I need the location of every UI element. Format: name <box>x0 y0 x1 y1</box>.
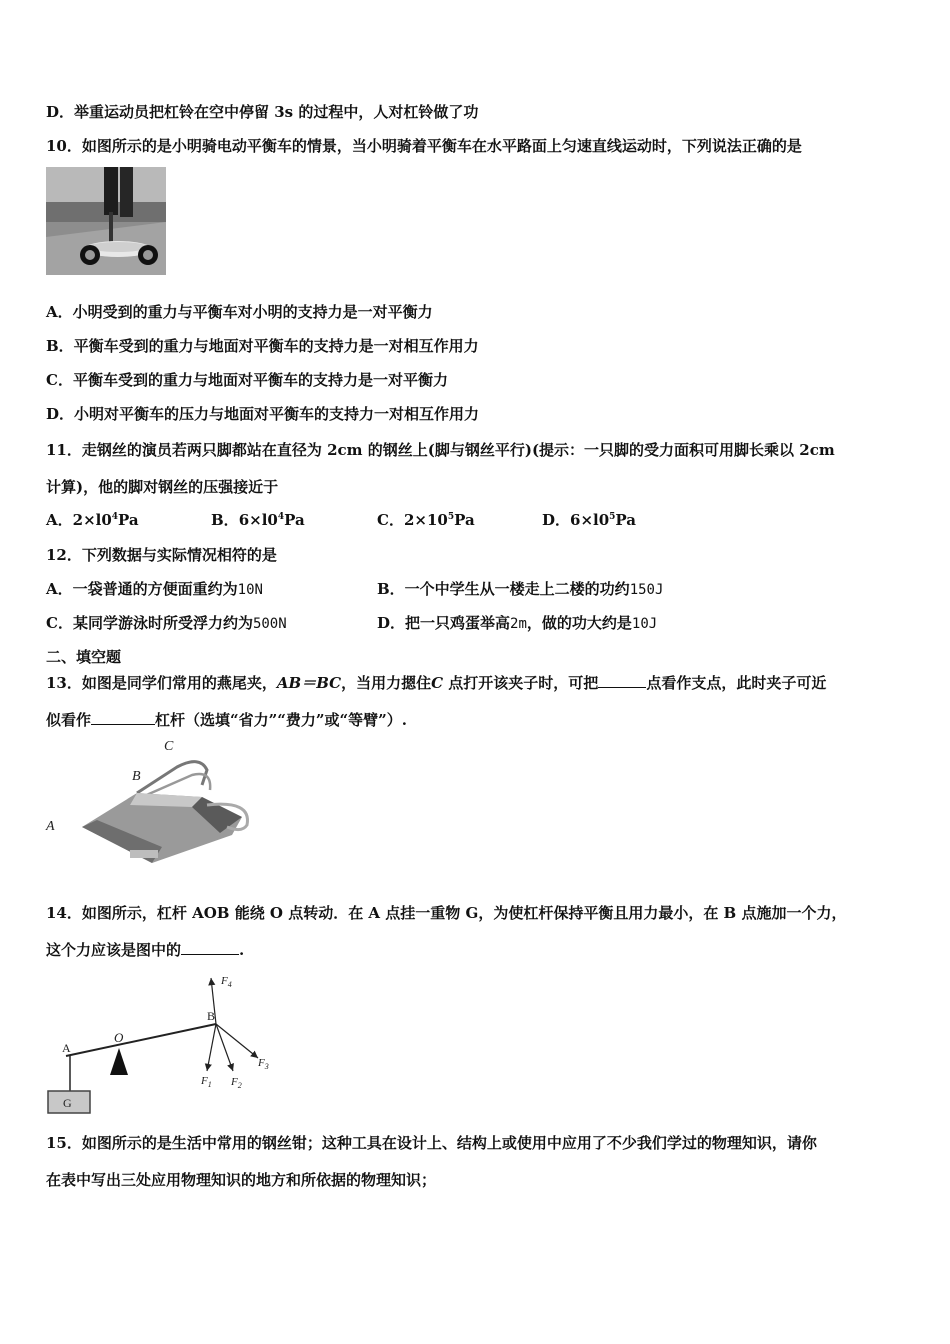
q13-line2: 似看作 杠杆（选填“省力”“费力”或“等臂”）. <box>46 711 408 729</box>
q10-option-a: A．小明受到的重力与平衡车对小明的支持力是一对平衡力 <box>46 303 433 321</box>
q9-option-d: D．举重运动员把杠铃在空中停留 3s 的过程中，人对杠铃做了功 <box>46 103 479 121</box>
force-f1 <box>207 1024 216 1071</box>
section-title: 二、填空题 <box>46 648 122 666</box>
q12-option-d: D．把一只鸡蛋举高2m，做的功大约是10J <box>377 614 658 632</box>
fulcrum <box>110 1048 128 1075</box>
q13-line1: 13．如图是同学们常用的燕尾夹，AB＝BC，当用力摁住C 点打开该夹子时，可把 点看作支点，此时夹子可近 <box>46 674 827 692</box>
q15-line2: 在表中写出三处应用物理知识的地方和所依据的物理知识； <box>46 1171 437 1189</box>
svg-text:G: G <box>63 1096 72 1110</box>
q14-blank[interactable] <box>181 940 239 955</box>
q10-option-d: D．小明对平衡车的压力与地面对平衡车的支持力一对相互作用力 <box>46 405 480 423</box>
q10-option-c: C．平衡车受到的重力与地面对平衡车的支持力是一对平衡力 <box>46 371 448 389</box>
label-f4: $F_4$ <box>221 975 232 989</box>
lever-bar <box>66 1024 216 1056</box>
clip-label-b: B <box>132 769 141 784</box>
q11-stem-line2: 计算)，他的脚对钢丝的压强接近于 <box>46 478 279 496</box>
q12-stem: 12．下列数据与实际情况相符的是 <box>46 546 277 564</box>
q10-stem: 10．如图所示的是小明骑电动平衡车的情景，当小明骑着平衡车在水平路面上匀速直线运动时，下列说法正确的是 <box>46 137 802 155</box>
svg-text:O: O <box>114 1030 124 1045</box>
binder-clip-figure <box>42 735 257 870</box>
lever-diagram <box>44 968 284 1118</box>
q13-blank-2[interactable] <box>91 710 155 725</box>
balance-scooter-photo <box>46 167 166 275</box>
q13-blank-1[interactable] <box>598 673 646 688</box>
svg-text:A: A <box>62 1041 71 1055</box>
q14-line1: 14．如图所示，杠杆 AOB 能绕 O 点转动．在 A 点挂一重物 G，为使杠杆保持平衡且用力最小，在 B 点施加一个力， <box>46 904 847 922</box>
label-f3: $F_3$ <box>258 1057 269 1071</box>
q11-option-a: A．$2\times l0^4Pa$ <box>46 511 139 529</box>
q11-stem-line1: 11．走钢丝的演员若两只脚都站在直径为 2cm 的钢丝上(脚与钢丝平行)(提示：一只脚的受力面积可用脚长乘以 2cm <box>46 441 835 459</box>
q14-line2: 这个力应该是图中的 . <box>46 941 245 959</box>
q10-option-b: B．平衡车受到的重力与地面对平衡车的支持力是一对相互作用力 <box>46 337 479 355</box>
q11-option-d: D．$6\times l0^5Pa$ <box>542 511 637 529</box>
q11-option-b: B．$6\times l0^4Pa$ <box>211 511 305 529</box>
svg-text:B: B <box>207 1009 216 1023</box>
q12-option-a: A．一袋普通的方便面重约为10N <box>46 580 263 598</box>
q12-option-c: C．某同学游泳时所受浮力约为500N <box>46 614 287 632</box>
label-f2: $F_2$ <box>231 1076 242 1090</box>
q15-line1: 15．如图所示的是生活中常用的钢丝钳；这种工具在设计上、结构上或使用中应用了不少我们学过的物理知识，请你 <box>46 1134 817 1152</box>
label-f1: $F_1$ <box>201 1075 212 1089</box>
q12-option-b: B．一个中学生从一楼走上二楼的功约150J <box>377 580 664 598</box>
clip-label-c: C <box>164 739 174 754</box>
clip-label-a: A <box>46 819 55 834</box>
q11-option-c: C．$2\times 10^5Pa$ <box>377 511 475 529</box>
